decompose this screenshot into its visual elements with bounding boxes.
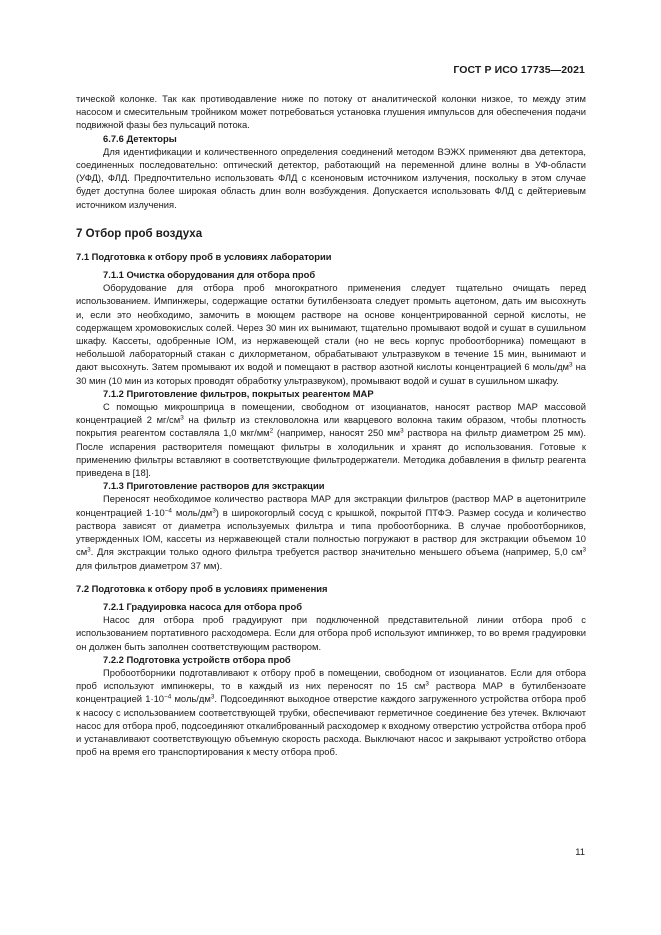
paragraph-7-1-2: С помощью микрошприца в помещении, свободном от изоцианатов, наносят раствор МАР массовой концентрацией 2 $мг/см^3$ на фильтр из стекловолокна или кварцевого волокна таким образом, чтобы плотность покрытия реагентом составляла 1,0 мкг/$мм^2$ (например, наносят 250 $мм^3$ раствора на фильтр диаметром 25 мм). После испарения растворителя помещают фильтры в холодильник и хранят до использования. Готовые к применению фильтры вставляют в соответствующие фильтродержатели. Методика добавления в фильтр реагента приведена в [18]. bbox=[76, 401, 586, 479]
heading-7-2-1: 7.2.1 Градуировка насоса для отбора проб bbox=[103, 600, 302, 612]
heading-7-2: 7.2 Подготовка к отбору проб в условиях применения bbox=[76, 582, 328, 594]
heading-7-1: 7.1 Подготовка к отбору проб в условиях лаборатории bbox=[76, 250, 332, 262]
page-number: 11 bbox=[575, 846, 585, 857]
paragraph-7-1-3: Переносят необходимое количество раствора МАР для экстракции фильтров (раствор МАР в ацетонитриле концентрацией $1\cdot 10^{-4}$ моль/$дм^3$) в широкогорлый сосуд с крышкой, покрытой ПТФЭ. Размер сосуда и количество раствора зависят от диаметра используемых фильтра и типа пробоотборника. В случае пробоотборников, утвержденных IOM, кассеты из нержавеющей стали полностью погружают в раствор для экстракции объемом 10 $см^3$. Для экстракции только одного фильтра требуется раствор значительно меньшего объема (например, 5,0 $см^3$ для фильтров диаметром 37 мм). bbox=[76, 493, 586, 571]
section-heading-7: 7 Отбор проб воздуха bbox=[76, 227, 203, 240]
heading-7-1-2: 7.1.2 Приготовление фильтров, покрытых реагентом МАР bbox=[103, 387, 374, 399]
paragraph-continuation: тической колонке. Так как противодавление ниже по потоку от аналитической колонки низкое, то между этим насосом и смесительным тройником может потребоваться установка глушения импульсов для обеспечения подачи подвижной фазы без пульсаций потока. bbox=[76, 93, 586, 131]
paragraph-7-2-1: Насос для отбора проб градуируют при подключенной представительной линии отбора проб с использованием портативного расходомера. Если для отбора проб используют импинжер, то во время градуировки он должен быть заполнен соответствующим раствором. bbox=[76, 614, 586, 652]
heading-7-2-2: 7.2.2 Подготовка устройств отбора проб bbox=[103, 653, 291, 665]
heading-7-1-3: 7.1.3 Приготовление растворов для экстракции bbox=[103, 480, 325, 492]
document-body bbox=[76, 92, 586, 758]
document-code-header: ГОСТ Р ИСО 17735—2021 bbox=[453, 64, 585, 76]
paragraph-detectors: Для идентификации и количественного определения соединений методом ВЭЖХ применяют два детектора, соединенных последовательно: оптический детектор, работающий на переменной длине волны в УФ-области (УФД), ФЛД. Предпочтительно использовать ФЛД с ксеноновым источником излучения, поскольку в этом случае будет доступна более широкая область длин волн возбуждения. Допускается использовать ФЛД с дейтериевым источником излучения. bbox=[76, 145, 586, 210]
heading-7-1-1: 7.1.1 Очистка оборудования для отбора проб bbox=[103, 269, 316, 281]
paragraph-7-2-2: Пробоотборники подготавливают к отбору проб в помещении, свободном от изоцианатов. Если для отбора проб используют импинжеры, то в каждый из них переносят по 15 $см^3$ раствора МАР в бутилбензоате концентрацией $1\cdot 10^{-4}$ моль/$дм^3$. Подсоединяют выходное отверстие каждого загруженного устройства отбора проб к насосу с использованием соответствующей трубки, обеспечивают герметичное соединение без утечек. Включают насос для отбора проб, подсоединяют откалиброванный расходомер к входному отверстию устройства отбора проб и устанавливают соответствующую объемную скорость расхода. Выключают насос и закрывают устройство отбора проб на время его транспортирования к месту отбора проб. bbox=[76, 666, 586, 758]
heading-6-7-6: 6.7.6 Детекторы bbox=[103, 132, 177, 144]
paragraph-7-1-1: Оборудование для отбора проб многократного применения следует тщательно очищать перед использованием. Импинжеры, содержащие остатки бутилбензоата следует промыть ацетоном, дать им высохнуть и, если это необходимо, замочить в моющем растворе на основе концентрированной серной кислоты, не содержащем хромовокислых солей. Через 30 мин их вынимают, тщательно промывают водой и сушат в сушильном шкафу. Кассеты, одобренные IOM, из нержавеющей стали (но не весь корпус пробоотборника) помещают в небольшой лабораторный стакан с дихлорметаном, обрабатывают ультразвуком в течение 15 мин, вынимают и дают высохнуть. Затем промывают их водой и помещают в раствор азотной кислоты концентрацией 6 моль/$дм^3$ на 30 мин (10 мин из которых проводят обработку ультразвуком), промывают водой и сушат в сушильном шкафу. bbox=[76, 282, 586, 386]
